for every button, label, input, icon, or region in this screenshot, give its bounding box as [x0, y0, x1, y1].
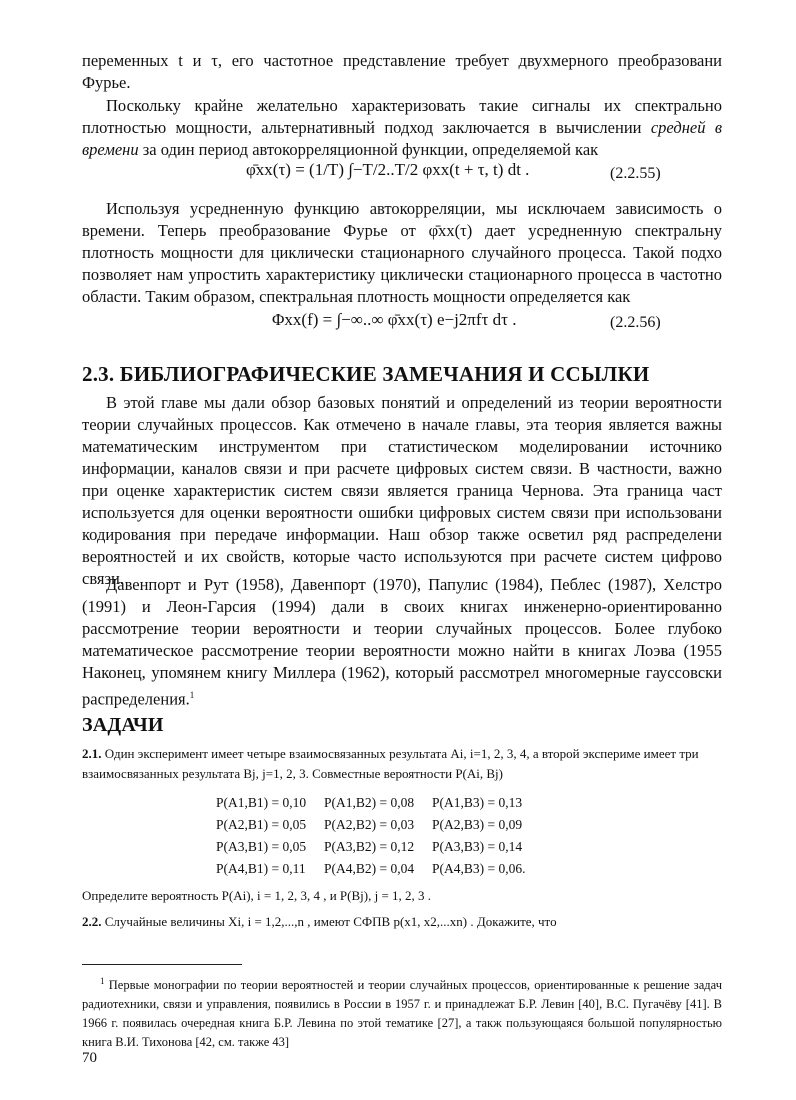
prob-cell: P(A3,B2) = 0,12: [324, 839, 415, 854]
equation-number-2-2-55: (2.2.55): [610, 165, 661, 182]
equation-2-2-55: φ̄xx(τ) = (1/T) ∫−T/2..T/2 φxx(t + τ, t) dt .: [246, 160, 530, 179]
task-2-1-text: Один эксперимент имеет четыре взаимосвязанных результата Ai, i=1, 2, 3, 4, а второй экспериме имеет три взаимосвязанных результата Bj, j=1, 2, 3. Совместные вероятности P(Ai, Bj): [82, 746, 699, 781]
section-heading-bibliography: 2.3. БИБЛИОГРАФИЧЕСКИЕ ЗАМЕЧАНИЯ И ССЫЛКИ: [82, 362, 650, 386]
prob-cell: P(A4,B1) = 0,11: [216, 861, 306, 876]
task-2-2-text: Случайные величины Xi, i = 1,2,...,n , имеют СФПВ p(x1, x2,...xn) . Докажите, что: [101, 914, 557, 929]
prob-cell: P(A4,B3) = 0,06.: [432, 861, 526, 876]
page-number: 70: [82, 1050, 97, 1066]
prob-cell: P(A1,B3) = 0,13: [432, 795, 523, 810]
prob-cell: P(A1,B2) = 0,08: [324, 795, 415, 810]
prob-cell: P(A3,B3) = 0,14: [432, 839, 523, 854]
paragraph-3: Используя усредненную функцию автокорреляции, мы исключаем зависимость о времени. Теперь преобразование Фурье от φ̄xx(τ) дает усредненную спектральну плотность мощности для циклически стационарного случайного процесса. Такой подхо позволяет нам упростить характеристику циклически стационарного процесса в частотно области. Таким образом, спектральная плотность мощности определяется как: [82, 199, 722, 306]
task-2-1-question: Определите вероятность P(Ai), i = 1, 2, 3, 4 , и P(Bj), j = 1, 2, 3 .: [82, 888, 432, 903]
prob-cell: P(A1,B1) = 0,10: [216, 795, 307, 810]
section-heading-tasks: ЗАДАЧИ: [82, 714, 164, 736]
paragraph-2-emphasis: средней в времени: [82, 118, 722, 159]
prob-cell: P(A2,B2) = 0,03: [324, 817, 415, 832]
task-2-1-number: 2.1.: [82, 746, 102, 761]
probability-row-2: [216, 817, 522, 833]
probability-row-1: [216, 795, 522, 811]
task-2-2: [82, 912, 722, 932]
paragraph-5-text: Давенпорт и Рут (1958), Давенпорт (1970), Папулис (1984), Пеблес (1987), Хелстро (1991) и Леон-Гарсия (1994) дали в своих книгах инженерно-ориентированно рассмотрение теории вероятности и теории случайных процессов. Более глубоко математическое рассмотрение теории вероятности можно найти в книгах Лоэва (1955 Наконец, упомянем книгу Миллера (1962), который рассмотрел многомерные гауссовски распределения.: [82, 575, 722, 709]
paragraph-5: [82, 574, 722, 711]
footnote: [82, 972, 722, 1052]
prob-cell: P(A2,B3) = 0,09: [432, 817, 523, 832]
paragraph-1: переменных t и τ, его частотное представление требует двухмерного преобразовани Фурье.: [82, 51, 722, 92]
probability-row-3: [216, 839, 522, 855]
paragraph-2-start: Поскольку крайне желательно характеризовать такие сигналы их спектрально плотностью мощности, альтернативный подход заключается в вычислении: [82, 96, 722, 137]
footnote-mark: 1: [100, 976, 105, 986]
prob-cell: P(A3,B1) = 0,05: [216, 839, 307, 854]
equation-2-2-56: Φxx(f) = ∫−∞..∞ φ̄xx(τ) e−j2πfτ dτ .: [272, 310, 517, 329]
footnote-divider: [82, 964, 242, 965]
footnote-reference: 1: [189, 690, 195, 700]
paragraph-2-end: за один период автокорреляционной функции, определяемой как: [138, 140, 599, 159]
equation-number-2-2-56: (2.2.56): [610, 314, 661, 331]
prob-cell: P(A2,B1) = 0,05: [216, 817, 307, 832]
probability-row-4: [216, 861, 526, 877]
task-2-2-number: 2.2.: [82, 914, 102, 929]
paragraph-2: [82, 95, 722, 161]
footnote-text: Первые монографии по теории вероятностей и теории случайных процессов, ориентированные к решение задач радиотехники, связи и управления, появились в России в 1957 г. и принадлежат Б.Р. Левин [40], В.С. Пугачёву [41]. В 1966 г. появилась очередная книга Б.Р. Левина по этой тематике [27], а такж пользующаяся большой популярностью книга В.И. Тихонова [42, см. также 43]: [82, 978, 722, 1050]
task-2-1: [82, 744, 722, 784]
prob-cell: P(A4,B2) = 0,04: [324, 861, 415, 876]
paragraph-4: В этой главе мы дали обзор базовых понятий и определений из теории вероятности теории случайных процессов. Как отмечено в начале главы, эта теория является важны математическим инструментом при статистическом моделировании источнико информации, каналов связи и при расчете цифровых систем связи. В частности, важно при оценке характеристик систем связи является граница Чернова. Эта граница част используется для оценки вероятности ошибки цифровых систем связи при использовани кодирования при передаче информации. Наш обзор также осветил ряд распределени вероятностей и их свойств, которые часто используются при расчете систем цифрово связи.: [82, 393, 722, 588]
